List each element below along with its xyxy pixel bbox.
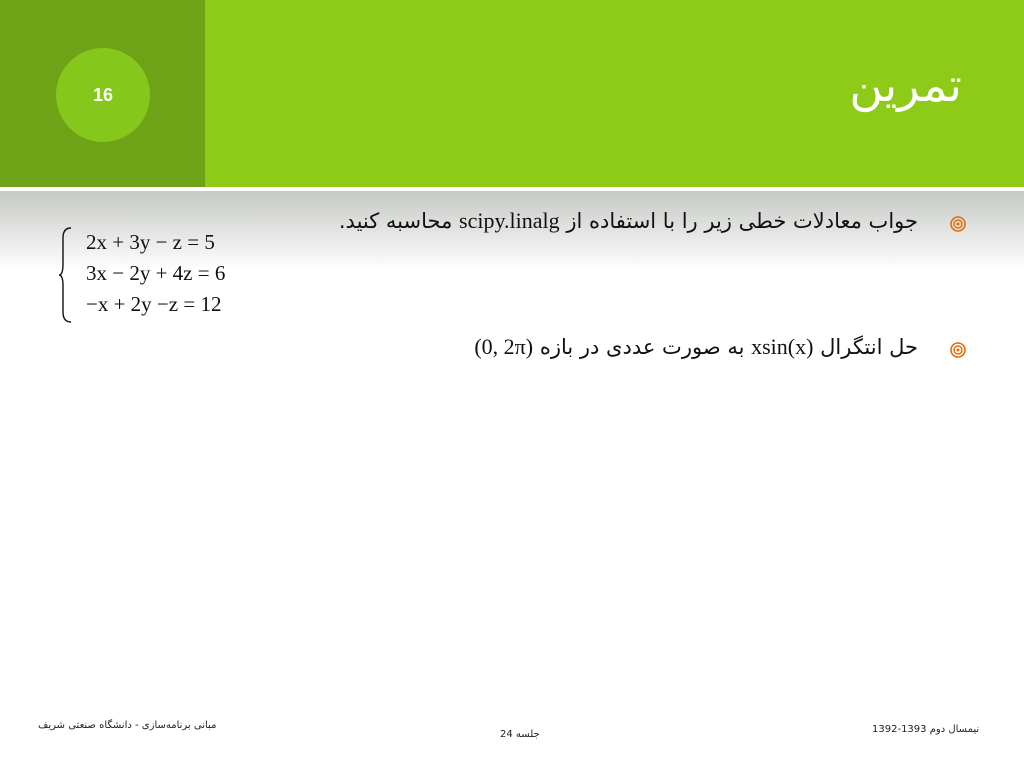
left-brace-icon: [58, 226, 74, 328]
bullet-text-2: [474, 334, 918, 360]
equation-2: 3x − 2y + 4z = 6: [86, 261, 226, 285]
footer-session: جلسه 24: [500, 729, 540, 740]
footer-course: مبانی برنامه‌سازی - دانشگاه صنعتی شریف: [38, 720, 217, 731]
bullet-text-1: [339, 208, 918, 234]
bullet-2-suffix: به صورت عددی در بازه: [539, 335, 745, 359]
bullet-2-code: xsin(x): [751, 334, 814, 359]
bullet-1-code: scipy.linalg: [459, 208, 560, 233]
slide-number-badge: [56, 48, 150, 142]
footer-semester: نیمسال دوم 1393-1392: [872, 724, 980, 735]
slide-title: تمرین: [849, 58, 962, 112]
slide-number: 16: [92, 84, 114, 105]
bullet-icon: [950, 216, 966, 232]
equation-1: 2x + 3y − z = 5: [86, 230, 215, 254]
bullet-1-prefix: جواب معادلات خطی زیر را با استفاده از: [566, 209, 918, 233]
bullet-1-suffix: محاسبه کنید.: [338, 209, 453, 233]
bullet-2-prefix: حل انتگرال: [820, 335, 918, 359]
equation-3: −x + 2y −z = 12: [86, 292, 222, 316]
bullet-icon: [950, 342, 966, 358]
bullet-2-interval: (0, 2π): [474, 334, 534, 359]
